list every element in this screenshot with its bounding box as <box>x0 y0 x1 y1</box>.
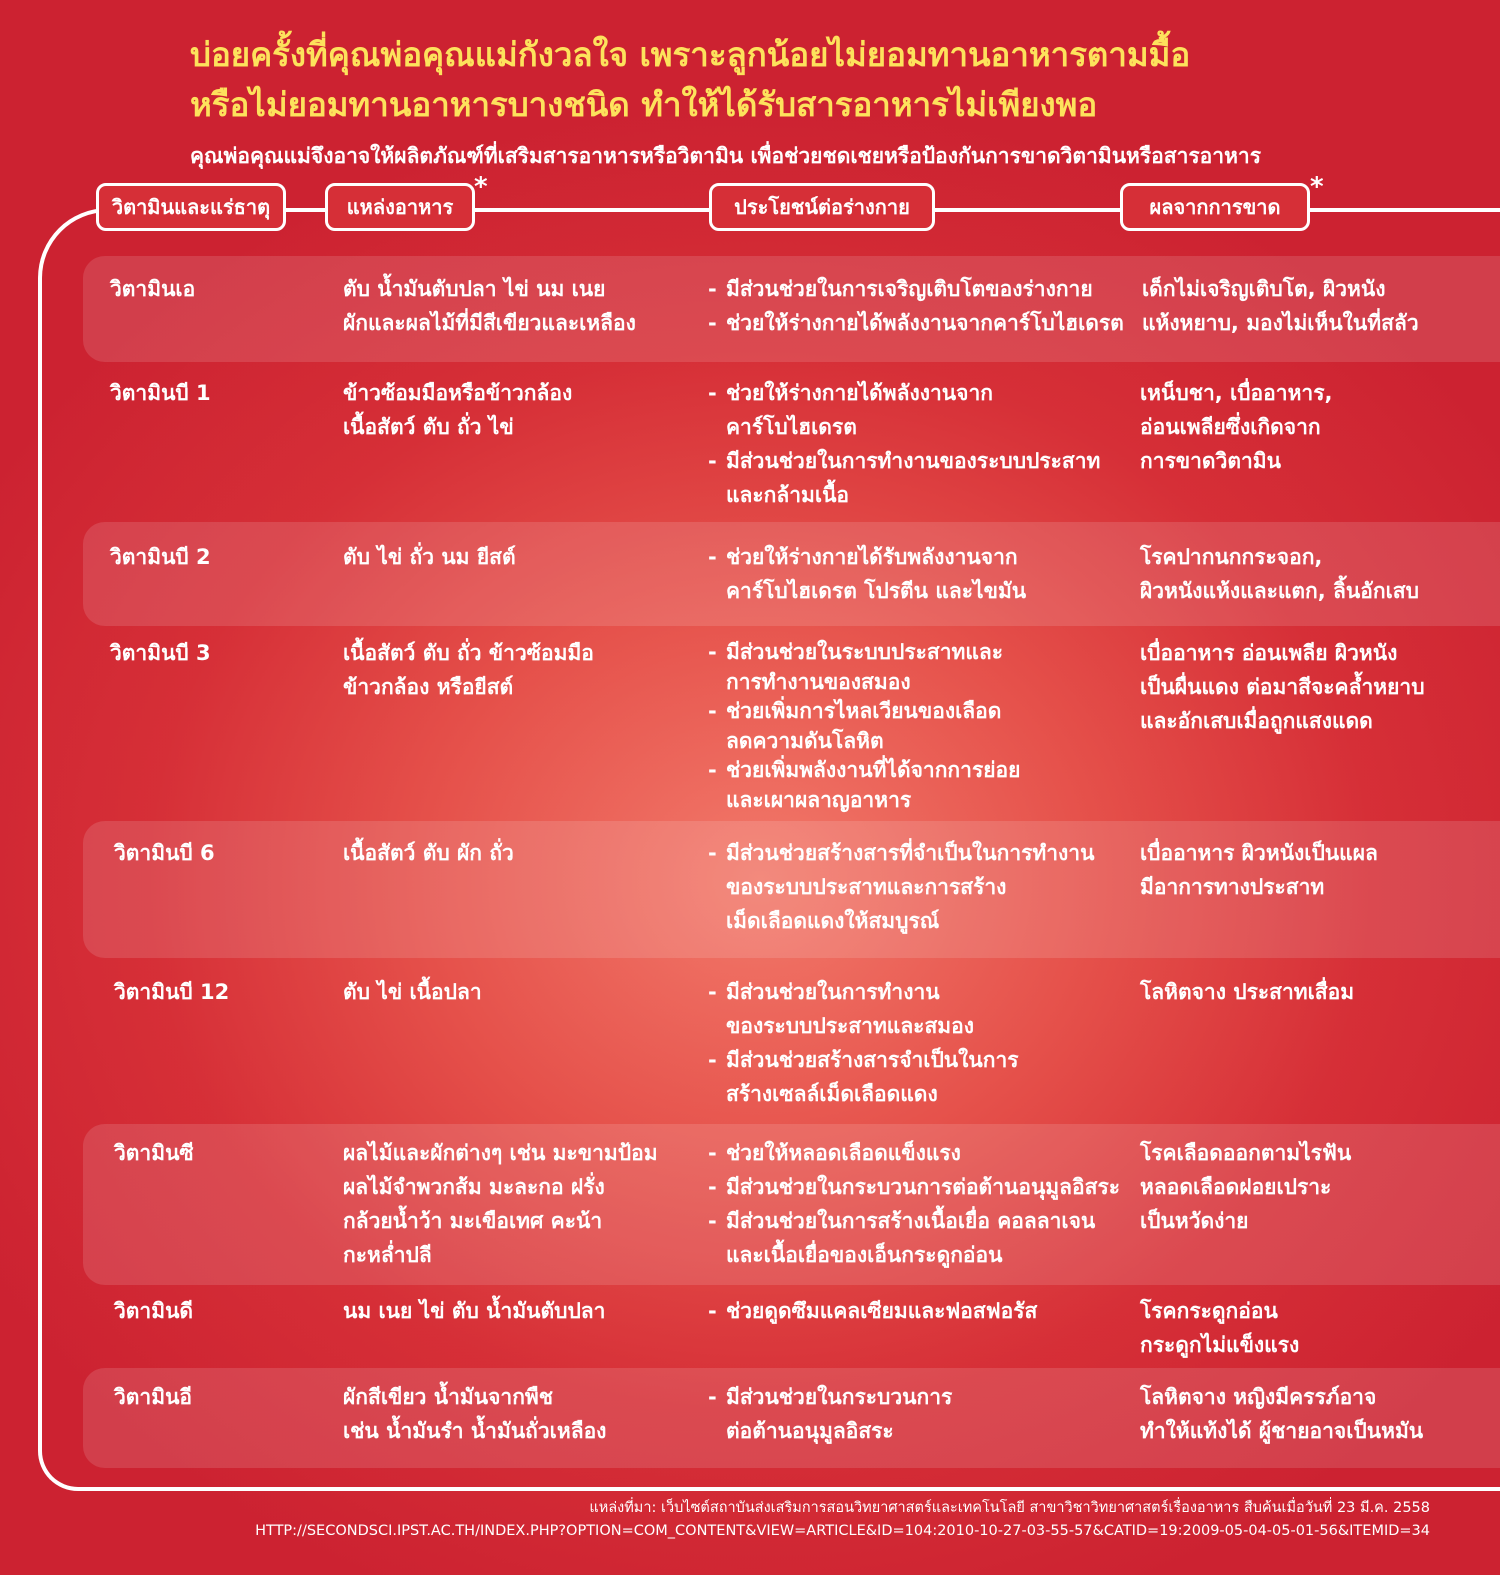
headline <box>190 30 1470 130</box>
source-credit-text: แหล่งที่มา: เว็บไซต์สถาบันส่งเสริมการสอนวิทยาศาสตร์และเทคโนโลยี สาขาวิชาวิทยาศาสตร์เรื่องอาหาร สืบค้นเมื่อวันที่ 23 มี.ค. 2558 <box>589 1500 1430 1516</box>
food-source: ตับ น้ำมันตับปลา ไข่ นม เนย ผักและผลไม้ที่มีสีเขียวและเหลือง <box>343 277 636 335</box>
food-source: นม เนย ไข่ ตับ น้ำมันตับปลา <box>343 1299 606 1323</box>
vitamin-name: วิตามินบี 3 <box>110 641 211 665</box>
headline-line-2: หรือไม่ยอมทานอาหารบางชนิด ทำให้ได้รับสารอาหารไม่เพียงพอ <box>190 85 1098 124</box>
vitamin-name: วิตามินเอ <box>110 277 196 301</box>
column-header-vitamin: วิตามินและแร่ธาตุ <box>96 183 286 231</box>
column-header-food-source: แหล่งอาหาร <box>325 183 475 231</box>
deficiency-effect: โลหิตจาง ประสาทเสื่อม <box>1140 980 1355 1004</box>
food-source: ผลไม้และผักต่างๆ เช่น มะขามป้อม ผลไม้จำพวกส้ม มะละกอ ฝรั่ง กล้วยน้ำว้า มะเขือเทศ คะน้า กะหล่ำปลี <box>343 1141 658 1267</box>
food-source: ตับ ไข่ เนื้อปลา <box>343 980 482 1004</box>
vitamin-name: วิตามินซี <box>114 1141 194 1165</box>
benefit-list: - มีส่วนช่วยในกระบวนการ ต่อต้านอนุมูลอิสระ <box>708 1380 952 1448</box>
asterisk-mark: * <box>474 172 488 202</box>
benefit-list: - ช่วยให้ร่างกายได้รับพลังงานจาก คาร์โบไฮเดรต โปรตีน และไขมัน <box>708 540 1026 608</box>
deficiency-effect: โรคกระดูกอ่อน กระดูกไม่แข็งแรง <box>1140 1299 1300 1357</box>
deficiency-effect: เด็กไม่เจริญเติบโต, ผิวหนัง แห้งหยาบ, มองไม่เห็นในที่สลัว <box>1142 277 1419 335</box>
headline-line-1: บ่อยครั้งที่คุณพ่อคุณแม่กังวลใจ เพราะลูกน้อยไม่ยอมทานอาหารตามมื้อ <box>190 35 1191 74</box>
subtitle: คุณพ่อคุณแม่จึงอาจให้ผลิตภัณฑ์ที่เสริมสารอาหารหรือวิตามิน เพื่อช่วยชดเชยหรือป้องกันการขาดวิตามินหรือสารอาหาร <box>190 144 1261 168</box>
deficiency-effect: เหน็บชา, เบื่ออาหาร, อ่อนเพลียซึ่งเกิดจาก การขาดวิตามิน <box>1140 381 1333 473</box>
benefit-list: - ช่วยให้หลอดเลือดแข็งแรง - มีส่วนช่วยในกระบวนการต่อต้านอนุมูลอิสระ - มีส่วนช่วยในการสร้างเนื้อเยื่อ คอลลาเจน และเนื้อเยื่อของเอ็นกระดูกอ่อน <box>708 1136 1120 1272</box>
benefit-list: - ช่วยดูดซึมแคลเซียมและฟอสฟอรัส <box>708 1294 1037 1328</box>
food-source: เนื้อสัตว์ ตับ ผัก ถั่ว <box>343 841 514 865</box>
deficiency-effect: โลหิตจาง หญิงมีครรภ์อาจ ทำให้แท้งได้ ผู้ชายอาจเป็นหมัน <box>1140 1385 1424 1443</box>
benefit-list: - มีส่วนช่วยในการทำงาน ของระบบประสาทและสมอง - มีส่วนช่วยสร้างสารจำเป็นในการ สร้างเซลล์เม็ดเลือดแดง <box>708 975 1019 1111</box>
column-header-deficiency: ผลจากการขาด <box>1120 183 1310 231</box>
food-source: ตับ ไข่ ถั่ว นม ยีสต์ <box>343 545 516 569</box>
deficiency-effect: เบื่ออาหาร ผิวหนังเป็นแผล มีอาการทางประสาท <box>1140 841 1378 899</box>
vitamin-name: วิตามินดี <box>114 1299 194 1323</box>
deficiency-effect: โรคปากนกกระจอก, ผิวหนังแห้งและแตก, ลิ้นอักเสบ <box>1140 545 1419 603</box>
source-credit <box>255 1497 1430 1543</box>
source-url: HTTP://SECONDSCI.IPST.AC.TH/INDEX.PHP?OPTION=COM_CONTENT&VIEW=ARTICLE&ID=104:2010-10-27-03-55-57&CATID=19:2009-05-04-05-01-56&ITEMID=34 <box>255 1523 1430 1539</box>
benefit-list: - ช่วยให้ร่างกายได้พลังงานจาก คาร์โบไฮเดรต - มีส่วนช่วยในการทำงานของระบบประสาท และกล้ามเนื้อ <box>708 376 1100 512</box>
benefit-list: - มีส่วนช่วยสร้างสารที่จำเป็นในการทำงาน ของระบบประสาทและการสร้าง เม็ดเลือดแดงให้สมบูรณ์ <box>708 836 1094 938</box>
benefit-list: - มีส่วนช่วยในการเจริญเติบโตของร่างกาย - ช่วยให้ร่างกายได้พลังงานจากคาร์โบไฮเดรต <box>708 272 1124 340</box>
asterisk-mark: * <box>1310 172 1324 202</box>
benefit-list: - มีส่วนช่วยในระบบประสาทและ การทำงานของสมอง - ช่วยเพิ่มการไหลเวียนของเลือด ลดความดันโลหิต - ช่วยเพิ่มพลังงานที่ได้จากการย่อย และเผาผลาญอาหาร <box>708 638 1020 816</box>
vitamin-name: วิตามินบี 2 <box>110 545 211 569</box>
food-source: ผักสีเขียว น้ำมันจากพืช เช่น น้ำมันรำ น้ำมันถั่วเหลือง <box>343 1385 607 1443</box>
vitamin-name: วิตามินบี 6 <box>114 841 215 865</box>
vitamin-name: วิตามินบี 1 <box>110 381 211 405</box>
column-header-benefit: ประโยชน์ต่อร่างกาย <box>709 183 935 231</box>
vitamin-name: วิตามินอี <box>114 1385 193 1409</box>
vitamin-name: วิตามินบี 12 <box>114 980 230 1004</box>
deficiency-effect: โรคเลือดออกตามไรฟัน หลอดเลือดฝอยเปราะ เป็นหวัดง่าย <box>1140 1141 1352 1233</box>
food-source: เนื้อสัตว์ ตับ ถั่ว ข้าวซ้อมมือ ข้าวกล้อง หรือยีสต์ <box>343 641 594 699</box>
deficiency-effect: เบื่ออาหาร อ่อนเพลีย ผิวหนัง เป็นผื่นแดง ต่อมาสีจะคล้ำหยาบ และอักเสบเมื่อถูกแสงแดด <box>1140 641 1425 733</box>
food-source: ข้าวซ้อมมือหรือข้าวกล้อง เนื้อสัตว์ ตับ ถั่ว ไข่ <box>343 381 573 439</box>
